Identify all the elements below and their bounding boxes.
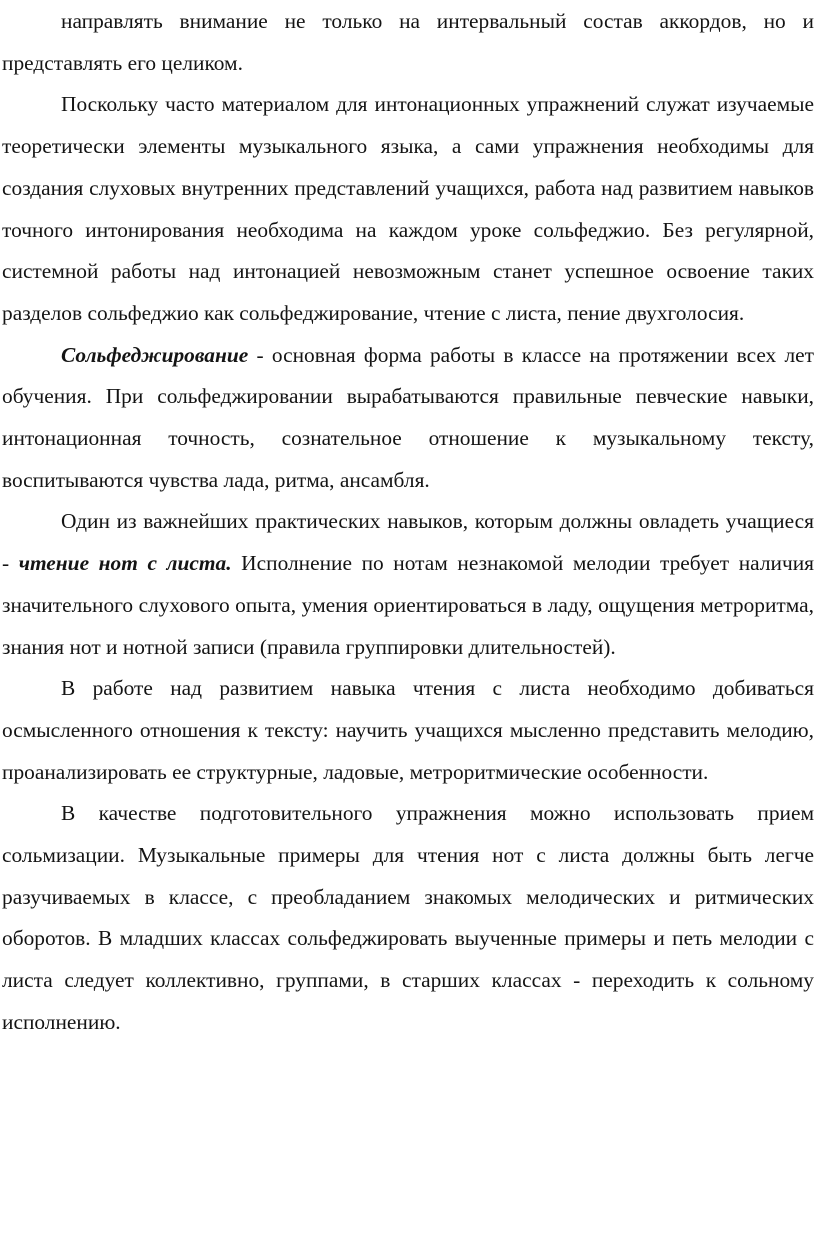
- paragraph-intonation: [2, 84, 814, 334]
- term-sight-reading: чтение нот с листа.: [18, 551, 232, 576]
- paragraph-solmization: [2, 793, 814, 1043]
- paragraph-text: направлять внимание не только на интервальный состав аккордов, но и представлять его целиком.: [2, 9, 814, 75]
- paragraph-text-meaning: [2, 668, 814, 793]
- paragraph-continuation: [2, 1, 814, 84]
- paragraph-text: Поскольку часто материалом для интонационных упражнений служат изучаемые теоретически элементы музыкального языка, а сами упражнения необходимы для создания слуховых внутренних представлений учащихся, работа над развитием навыков точного интонирования необходима на каждом уроке сольфеджио. Без регулярной, системной работы над интонацией невозможным станет успешное освоение таких разделов сольфеджио как сольфеджирование, чтение с листа, пение двухголосия.: [2, 92, 814, 325]
- paragraph-solfeggio: [2, 335, 814, 502]
- paragraph-text: - основная форма работы в классе на протяжении всех лет обучения. При сольфеджировании вырабатываются правильные певческие навыки, интонационная точность, сознательное отношение к музыкальному тексту, воспитываются чувства лада, ритма, ансамбля.: [2, 342, 814, 492]
- paragraph-text-after: Исполнение по нотам незнакомой мелодии требует наличия значительного слухового опыта, умения ориентироваться в ладу, ощущения метроритма, знания нот и нотной записи (правила группировки длительностей).: [2, 551, 815, 659]
- paragraph-text-before: Один из важнейших практических навыков, которым должны овладеть учащиеся -: [2, 509, 814, 576]
- paragraph-sight-reading: [2, 501, 814, 668]
- paragraph-text: В качестве подготовительного упражнения можно использовать прием сольмизации. Музыкальные примеры для чтения нот с листа должны быть легче разучиваемых в классе, с преобладанием знакомых мелодических и ритмических оборотов. В младших классах сольфеджировать выученные примеры и петь мелодии с листа следует коллективно, группами, в старших классах - переходить к сольному исполнению.: [2, 801, 814, 1034]
- paragraph-text: В работе над развитием навыка чтения с листа необходимо добиваться осмысленного отношения к тексту: научить учащихся мысленно представить мелодию, проанализировать ее структурные, ладовые, метроритмические особенности.: [2, 676, 814, 784]
- term-solfeggio: Сольфеджирование: [61, 342, 249, 367]
